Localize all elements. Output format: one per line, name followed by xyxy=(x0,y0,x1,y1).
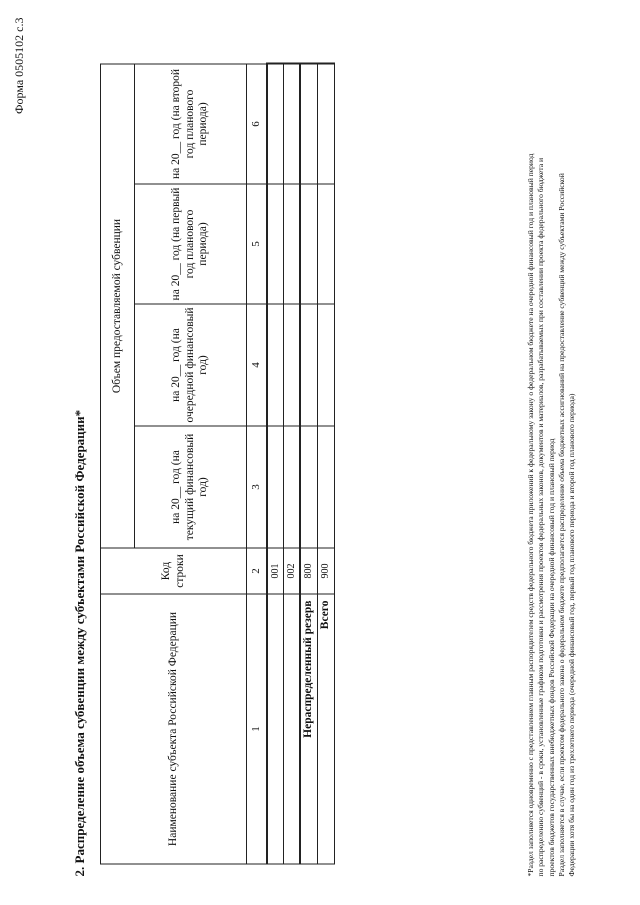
summary-row xyxy=(300,64,317,864)
value-cell[interactable] xyxy=(300,304,317,426)
header-plan-year-1: на 20__ год (на первый год планового периода) xyxy=(135,184,247,304)
value-cell[interactable] xyxy=(267,64,284,184)
value-cell[interactable] xyxy=(284,304,301,426)
value-cell[interactable] xyxy=(267,426,284,548)
table-row xyxy=(284,64,301,864)
header-plan-year-2: на 20__ год (на второй год планового периода) xyxy=(135,64,247,184)
footnote-line: *Раздел заполняется одновременно с представлением главным распорядителем средств федерального бюджета приложений к федеральному закону о федеральном бюджете на очередной финансовый год и плановый период xyxy=(526,153,535,877)
value-cell[interactable] xyxy=(284,64,301,184)
footnote-line: по распределению субвенций - в сроки, установленные графиком подготовки и рассмотрения проектов федеральных законов, документов и материалов, разрабатываемых при составлении проекта федерального бюджета и xyxy=(536,157,546,877)
footnotes xyxy=(526,37,577,877)
footnote-line: проектов бюджетов государственных внебюджетных фондов Российской Федерации на очередной финансовый год и плановый период xyxy=(546,438,556,877)
column-number: 1 xyxy=(247,594,268,864)
value-cell[interactable] xyxy=(267,304,284,426)
value-cell[interactable] xyxy=(317,184,334,304)
subject-name-cell[interactable] xyxy=(284,594,301,864)
column-number: 5 xyxy=(247,184,268,304)
column-number: 3 xyxy=(247,426,268,548)
summary-row xyxy=(317,64,334,864)
value-cell[interactable] xyxy=(300,426,317,548)
footnote-line: Раздел заполняется в случае, если проектом федерального закона о федеральном бюджете предполагается распределение объема бюджетных ассигнований на предоставление субвенций между субъектами Российской xyxy=(556,173,566,877)
row-code-cell: 001 xyxy=(267,548,284,594)
value-cell[interactable] xyxy=(300,184,317,304)
value-cell[interactable] xyxy=(317,304,334,426)
subject-name-cell[interactable] xyxy=(267,594,284,864)
header-volume-group: Объем предоставляемой субвенции xyxy=(101,64,135,548)
value-cell[interactable] xyxy=(267,184,284,304)
header-subject-name: Наименование субъекта Российской Федерации xyxy=(101,594,247,864)
header-current-year: на 20__ год (на текущий финансовый год) xyxy=(135,426,247,548)
total-label: Всего xyxy=(317,594,334,864)
footnote-line: Федерации хотя бы на один год из трехлетнего периода (очередной финансовый год, первый год планового периода и второй год планового периода) xyxy=(567,393,576,877)
subvention-distribution-table xyxy=(100,63,335,865)
section-title: 2. Распределение объема субвенции между субъектами Российской Федерации* xyxy=(72,409,87,877)
column-number: 2 xyxy=(247,548,268,594)
row-code-cell: 002 xyxy=(284,548,301,594)
column-number: 6 xyxy=(247,64,268,184)
value-cell[interactable] xyxy=(284,184,301,304)
column-number: 4 xyxy=(247,304,268,426)
header-next-year: на 20__ год (на очередной финансовый год) xyxy=(135,304,247,426)
form-code: Форма 0505102 с.3 xyxy=(12,17,26,114)
value-cell[interactable] xyxy=(300,64,317,184)
row-code-cell: 800 xyxy=(300,548,317,594)
value-cell[interactable] xyxy=(317,426,334,548)
row-code-cell: 900 xyxy=(317,548,334,594)
value-cell[interactable] xyxy=(284,426,301,548)
value-cell[interactable] xyxy=(317,64,334,184)
header-row-code: Код строки xyxy=(101,548,247,594)
table-row xyxy=(267,64,284,864)
unallocated-reserve-label: Нераспределенный резерв xyxy=(300,594,317,864)
